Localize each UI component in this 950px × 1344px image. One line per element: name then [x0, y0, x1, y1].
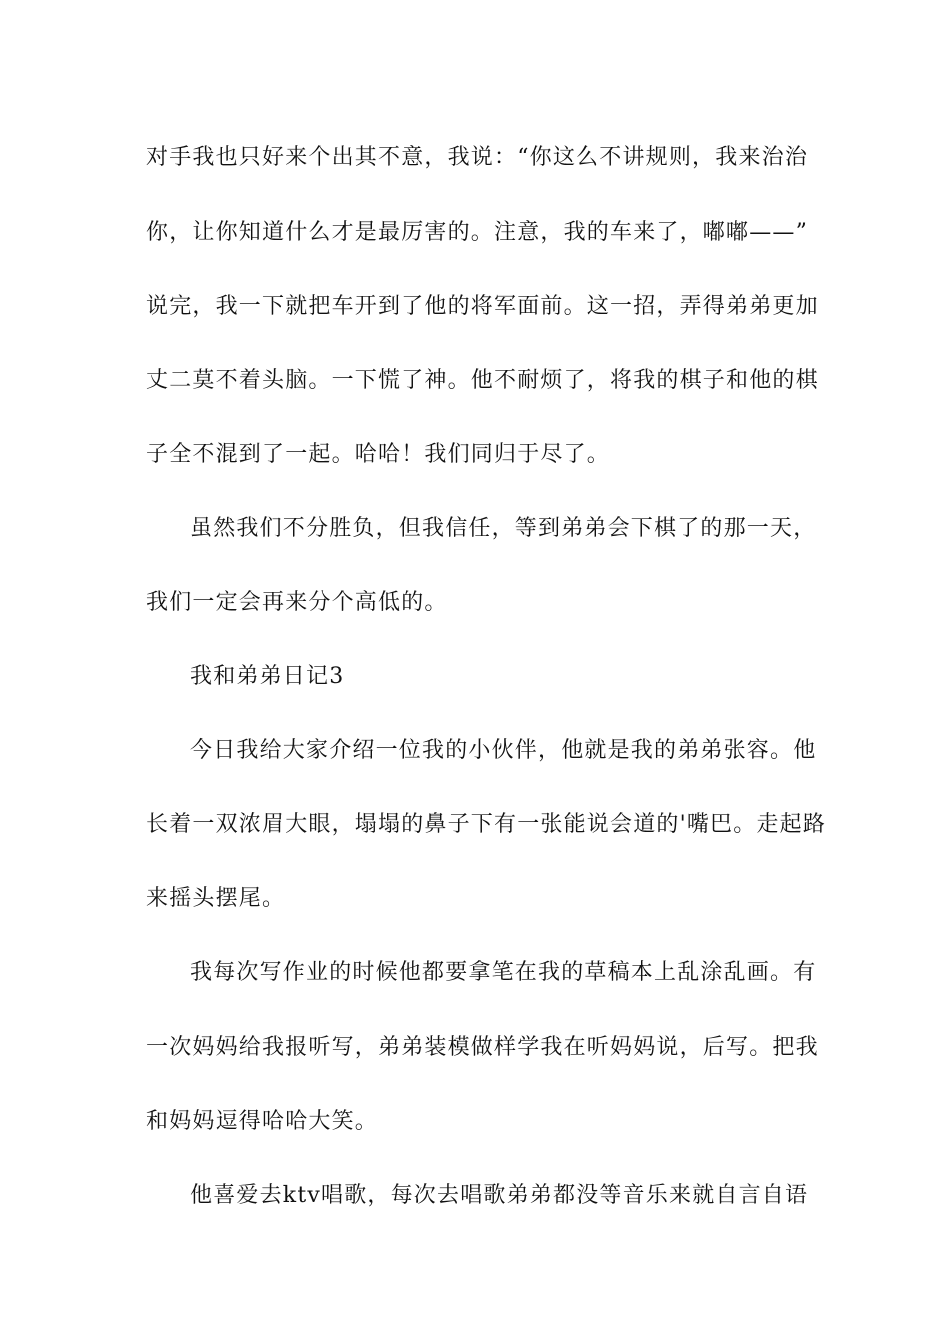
text-line: 丈二莫不着头脑。一下慌了神。他不耐烦了，将我的棋子和他的棋 — [146, 368, 819, 393]
text-line: 一次妈妈给我报听写，弟弟装模做样学我在听妈妈说，后写。把我 — [146, 1035, 819, 1060]
section-heading: 我和弟弟日记3 — [190, 664, 345, 689]
text-line: 虽然我们不分胜负，但我信任，等到弟弟会下棋了的那一天， — [190, 516, 817, 541]
text-line: 你，让你知道什么才是最厉害的。注意，我的车来了，嘟嘟——” — [146, 220, 809, 245]
text-line: 长着一双浓眉大眼，塌塌的鼻子下有一张能说会道的'嘴巴。走起路 — [146, 812, 827, 837]
text-line: 他喜爱去ktv唱歌，每次去唱歌弟弟都没等音乐来就自言自语 — [190, 1183, 809, 1208]
text-line: 今日我给大家介绍一位我的小伙伴，他就是我的弟弟张容。他 — [190, 738, 817, 763]
text-line: 和妈妈逗得哈哈大笑。 — [146, 1109, 379, 1134]
text-line: 来摇头摆尾。 — [146, 886, 286, 911]
text-line: 我们一定会再来分个高低的。 — [146, 590, 448, 615]
text-line: 说完，我一下就把车开到了他的将军面前。这一招，弄得弟弟更加 — [146, 294, 819, 319]
text-line: 对手我也只好来个出其不意，我说：“你这么不讲规则，我来治治 — [146, 145, 809, 170]
text-line: 子全不混到了一起。哈哈！我们同归于尽了。 — [146, 442, 611, 467]
text-line: 我每次写作业的时候他都要拿笔在我的草稿本上乱涂乱画。有 — [190, 960, 817, 985]
